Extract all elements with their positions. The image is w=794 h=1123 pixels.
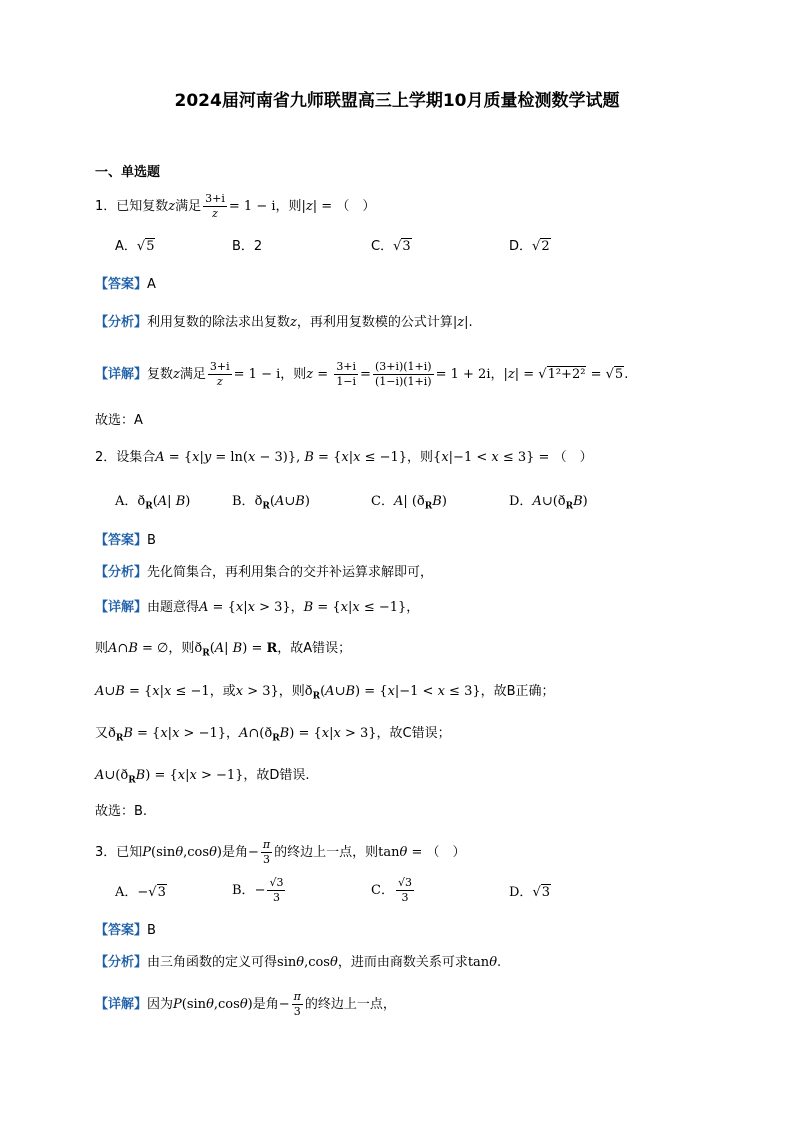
q1-stem: 1．已知复数z满足 $\frac{3+i}{z}$ = 1 − i，则|z| = （ ） [95,192,376,220]
q1-answer: 【答案】A [95,277,156,292]
q2-option-c[interactable]: C．A| $(ð_RB)$ [371,494,447,512]
q2-detail-line3: A∪B = {x|x ≤ −1，或x > 3}，则$ð_R(A\cup B) = \{x|-1 < x \le 3\}$，故B正确； [95,684,555,702]
q2-detail-line2: 则A∩B = ∅，则$ð_R(A|$ B) = R，故A错误； [95,641,352,659]
q1-analysis: 【分析】利用复数的除法求出复数z，再利用复数模的公式计算|z|. [95,315,473,330]
q1-end: （ ） [336,199,376,214]
q1-choice: 故选：A [95,413,143,428]
q1-option-d[interactable]: D．√2 [509,239,550,254]
q3-detail: 【详解】因为P(sinθ,cosθ)是角− $\frac{\pi}{3}$ 的终边上一点， [95,990,396,1018]
q3-option-d[interactable]: D．√3 [509,885,551,900]
q1-option-a[interactable]: A．√5 [115,239,155,254]
q2-choice: 故选：B. [95,804,148,819]
q1-option-c[interactable]: C．√3 [371,239,411,254]
q1-mid: 满足 [175,199,202,214]
q2-answer: 【答案】B [95,533,156,548]
q2-detail: 【详解】由题意得A = {x|x > 3}，B = {x|x ≤ −1}， [95,600,420,615]
q2-detail-line5: $A\cup(ð_RB) = \{x|x > -1\}$，故D错误. [95,768,310,786]
page-title: 2024届河南省九师联盟高三上学期10月质量检测数学试题 [174,91,620,111]
q2-stem: 2．设集合A = {x|y = ln(x − 3)}, B = {x|x ≤ −1}，则{x|−1 < x ≤ 3} = （ ） [95,450,593,465]
q2-analysis: 【分析】先化简集合，再利用集合的交并补运算求解即可， [95,565,434,580]
q1-prefix: 1．已知复数 [95,199,169,214]
q3-option-c[interactable]: C． $\frac{√3}{3}$ [371,876,412,904]
q3-option-a[interactable]: A．−√3 [115,885,166,900]
q2-detail-line4: 又$ð_RB = \{x|x > -1\}$，$A\cap(ð_RB) = \{x|x > 3\}$，故C错误； [95,726,451,744]
q1-suffix: ，则 [275,199,302,214]
q2-option-b[interactable]: B．$ð_R(A\cup B)$ [232,494,310,512]
q3-option-b[interactable]: B．− $\frac{√3}{3}$ [232,876,284,904]
q1-fraction: $\frac{3+i}{z}$ [205,192,225,220]
q3-answer: 【答案】B [95,923,156,938]
q2-option-a[interactable]: A．$ð_R(A|$ B) [115,494,191,512]
q2-option-d[interactable]: D．$A\cup(ð_RB)$ [509,494,588,512]
q1-detail: 【详解】复数z满足 $\frac{3+i}{z}$ = 1 − i，则z = $\frac{3+i}{1-i}$ = $\frac{(3+i)(1+i)}{(1-i)(1+i)}$ = 1 + 2i，|z| = √1²+2² = √5. [95,360,629,388]
q3-stem: 3．已知P(sinθ,cosθ)是角− $\frac{\pi}{3}$ 的终边上一点，则tanθ = （ ） [95,838,466,866]
q3-analysis: 【分析】由三角函数的定义可得sinθ,cosθ，进而由商数关系可求tanθ. [95,955,502,970]
section-heading: 一、单选题 [95,165,161,180]
q1-option-b[interactable]: B．2 [232,239,263,254]
